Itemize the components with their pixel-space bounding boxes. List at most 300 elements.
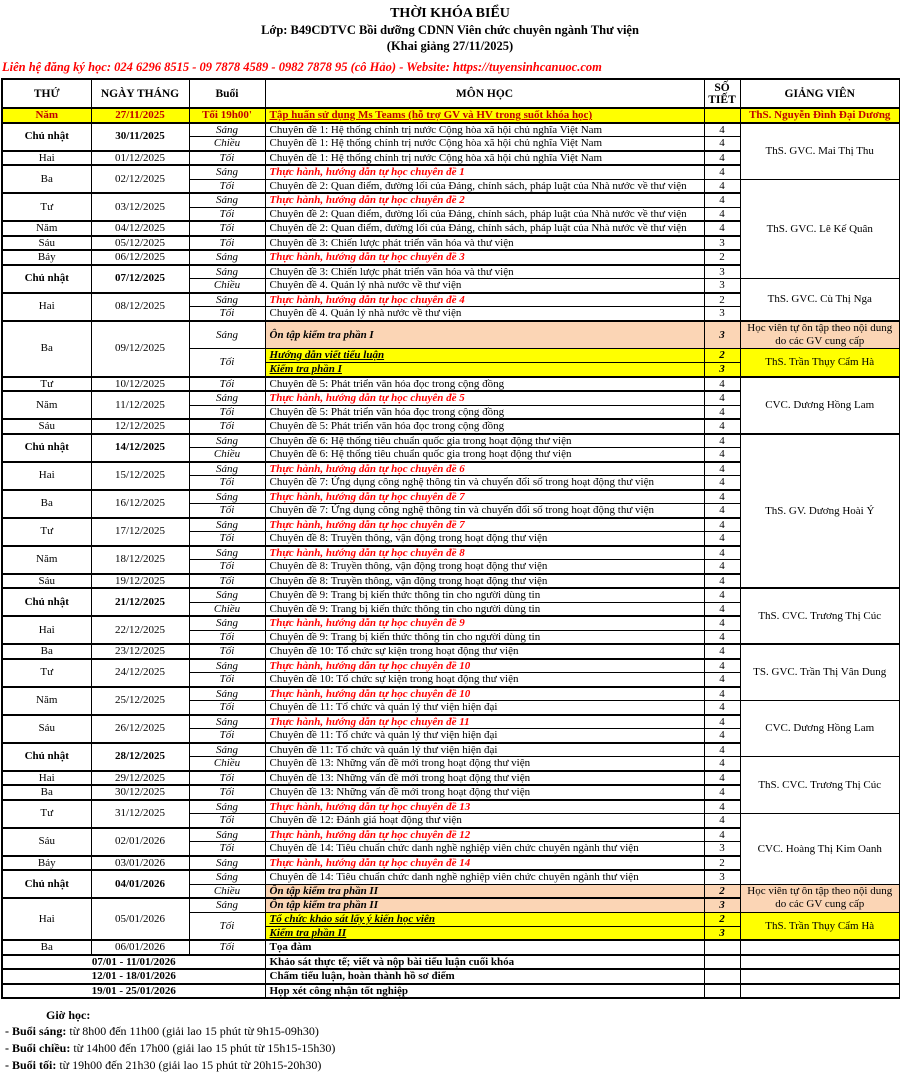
day-cell: Tư: [2, 377, 91, 392]
session-cell: Sáng: [189, 123, 265, 137]
table-row: [2, 969, 900, 984]
date-cell: 29/12/2025: [91, 771, 189, 786]
session-cell: Sáng: [189, 462, 265, 476]
date-cell: 17/12/2025: [91, 518, 189, 546]
opening-line: (Khai giảng 27/11/2025): [386, 39, 514, 53]
session-cell: Tối: [189, 630, 265, 644]
session-cell: Chiều: [189, 884, 265, 898]
periods-cell: 4: [704, 405, 740, 419]
subject-cell: Thực hành, hướng dẫn tự học chuyên đề 11: [265, 715, 704, 729]
subject-cell: Thực hành, hướng dẫn tự học chuyên đề 6: [265, 462, 704, 476]
periods-cell: 3: [704, 236, 740, 251]
periods-cell: 4: [704, 687, 740, 701]
periods-cell: 2: [704, 856, 740, 871]
periods-cell: 4: [704, 701, 740, 715]
date-cell: 30/12/2025: [91, 785, 189, 800]
periods-cell: 4: [704, 377, 740, 392]
session-cell: Chiều: [189, 602, 265, 616]
session-cell: Tối: [189, 236, 265, 251]
day-cell: Ba: [2, 785, 91, 800]
periods-cell: 4: [704, 448, 740, 462]
subject-cell: Chuyên đề 1: Hệ thống chính trị nước Cộng hòa xã hội chủ nghĩa Việt Nam: [265, 151, 704, 166]
session-cell: Tối: [189, 940, 265, 955]
periods-cell: [704, 969, 740, 984]
date-cell: 26/12/2025: [91, 715, 189, 743]
lecturer-cell: ThS. CVC. Trương Thị Cúc: [740, 757, 900, 814]
date-cell: 18/12/2025: [91, 546, 189, 574]
session-cell: Sáng: [189, 434, 265, 448]
date-cell: 04/01/2026: [91, 870, 189, 898]
date-cell: 02/12/2025: [91, 165, 189, 193]
lecturer-cell: ThS. Trần Thụy Cẩm Hà: [740, 912, 900, 940]
lecturer-cell: ThS. GVC. Lê Kế Quân: [740, 179, 900, 279]
session-cell: Sáng: [189, 687, 265, 701]
date-cell: 05/12/2025: [91, 236, 189, 251]
day-cell: Năm: [2, 546, 91, 574]
day-cell: Sáu: [2, 419, 91, 434]
periods-cell: 3: [704, 842, 740, 856]
periods-cell: [704, 108, 740, 123]
table-row: [2, 434, 900, 448]
subject-cell: Thực hành, hướng dẫn tự học chuyên đề 2: [265, 193, 704, 207]
session-cell: Tối: [189, 729, 265, 743]
hour-label: - Buổi tối:: [5, 1058, 57, 1072]
day-cell: Ba: [2, 644, 91, 659]
session-cell: Sáng: [189, 321, 265, 349]
session-cell: Sáng: [189, 715, 265, 729]
day-cell: Sáu: [2, 828, 91, 856]
date-cell: 03/12/2025: [91, 193, 189, 221]
subject-cell: Chuyên đề 11: Tổ chức và quản lý thư viện hiện đại: [265, 729, 704, 743]
day-cell: Ba: [2, 321, 91, 377]
date-cell: 19/01 - 25/01/2026: [2, 984, 265, 999]
day-cell: Hai: [2, 151, 91, 166]
subject-cell: Họp xét công nhận tốt nghiệp: [265, 984, 704, 999]
lecturer-cell: Học viên tự ôn tập theo nội dung do các GV cung cấp: [740, 884, 900, 912]
subject-cell: Thực hành, hướng dẫn tự học chuyên đề 1: [265, 165, 704, 179]
session-cell: Sáng: [189, 870, 265, 884]
subject-cell: Chấm tiểu luận, hoàn thành hồ sơ điểm: [265, 969, 704, 984]
subject-cell: Thực hành, hướng dẫn tự học chuyên đề 3: [265, 250, 704, 265]
lecturer-cell: ThS. GVC. Cù Thị Nga: [740, 279, 900, 321]
table-row: [2, 644, 900, 659]
subject-cell: Chuyên đề 3: Chiến lược phát triển văn hóa và thư viện: [265, 236, 704, 251]
date-cell: 25/12/2025: [91, 687, 189, 715]
session-cell: Tối: [189, 771, 265, 786]
lecturer-cell: ThS. GV. Dương Hoài Ý: [740, 434, 900, 589]
subject-cell: Chuyên đề 8: Truyền thông, vận động trong hoạt động thư viện: [265, 574, 704, 589]
hour-text: từ 8h00 đến 11h00 (giải lao 15 phút từ 9h15-09h30): [66, 1024, 319, 1038]
session-cell: Tối: [189, 419, 265, 434]
subject-cell: Chuyên đề 1: Hệ thống chính trị nước Cộng hòa xã hội chủ nghĩa Việt Nam: [265, 123, 704, 137]
table-row: [2, 123, 900, 137]
day-cell: Hai: [2, 462, 91, 490]
subject-cell: Chuyên đề 2: Quan điểm, đường lối của Đảng, chính sách, pháp luật của Nhà nước về thư viện: [265, 207, 704, 221]
periods-cell: 2: [704, 884, 740, 898]
lecturer-cell: TS. GVC. Trần Thị Vân Dung: [740, 644, 900, 701]
lecturer-cell: [740, 984, 900, 999]
subject-cell: Chuyên đề 13: Những vấn đề mới trong hoạt động thư viện: [265, 785, 704, 800]
schedule-body: [2, 108, 900, 998]
subject-cell: Chuyên đề 3: Chiến lược phát triển văn hóa và thư viện: [265, 265, 704, 279]
subject-cell: Chuyên đề 14: Tiêu chuẩn chức danh nghề nghiệp viên chức chuyên ngành thư viện: [265, 842, 704, 856]
subject-cell: Thực hành, hướng dẫn tự học chuyên đề 7: [265, 490, 704, 504]
session-cell: Chiều: [189, 137, 265, 151]
session-cell: Sáng: [189, 165, 265, 179]
subject-cell: Chuyên đề 2: Quan điểm, đường lối của Đảng, chính sách, pháp luật của Nhà nước về thư viện: [265, 221, 704, 236]
day-cell: Sáu: [2, 236, 91, 251]
periods-cell: 4: [704, 602, 740, 616]
table-row: [2, 321, 900, 349]
date-cell: 12/01 - 18/01/2026: [2, 969, 265, 984]
day-cell: Chủ nhật: [2, 434, 91, 462]
periods-cell: 4: [704, 659, 740, 673]
session-cell: Tối: [189, 814, 265, 828]
hour-line-afternoon: [5, 1040, 900, 1057]
subject-cell: Chuyên đề 12: Đánh giá hoạt động thư viện: [265, 814, 704, 828]
hour-text: từ 14h00 đến 17h00 (giải lao 15 phút từ 15h15-15h30): [70, 1041, 336, 1055]
subject-cell: Chuyên đề 7: Ứng dụng công nghệ thông tin và chuyển đổi số trong hoạt động thư viện: [265, 504, 704, 518]
session-cell: Sáng: [189, 293, 265, 307]
periods-cell: 4: [704, 828, 740, 842]
periods-cell: 4: [704, 462, 740, 476]
subject-cell: Chuyên đề 11: Tổ chức và quản lý thư viện hiện đại: [265, 701, 704, 715]
table-row: [2, 955, 900, 970]
periods-cell: 4: [704, 434, 740, 448]
periods-cell: 3: [704, 926, 740, 940]
session-cell: Chiều: [189, 757, 265, 771]
subject-cell: Thực hành, hướng dẫn tự học chuyên đề 9: [265, 616, 704, 630]
subject-cell: Chuyên đề 14: Tiêu chuẩn chức danh nghề nghiệp viên chức chuyên ngành thư viện: [265, 870, 704, 884]
periods-cell: 4: [704, 137, 740, 151]
hours-section: [0, 1007, 900, 1074]
day-cell: Chủ nhật: [2, 870, 91, 898]
session-cell: Tối: [189, 532, 265, 546]
date-cell: 05/01/2026: [91, 898, 189, 940]
subject-cell: Khảo sát thực tế; viết và nộp bài tiểu luận cuối khóa: [265, 955, 704, 970]
hour-label: - Buổi chiều:: [5, 1041, 71, 1055]
date-cell: 06/01/2026: [91, 940, 189, 955]
session-cell: Sáng: [189, 588, 265, 602]
date-cell: 31/12/2025: [91, 800, 189, 828]
periods-cell: 3: [704, 265, 740, 279]
periods-cell: 4: [704, 729, 740, 743]
date-cell: 08/12/2025: [91, 293, 189, 321]
day-cell: Tư: [2, 193, 91, 221]
subject-cell: Ôn tập kiểm tra phần II: [265, 898, 704, 912]
session-cell: Tối: [189, 560, 265, 574]
session-cell: Tối: [189, 504, 265, 518]
periods-cell: 4: [704, 743, 740, 757]
periods-cell: 4: [704, 532, 740, 546]
day-cell: Ba: [2, 940, 91, 955]
subject-cell: Chuyên đề 4. Quản lý nhà nước về thư viện: [265, 279, 704, 293]
session-cell: Tối: [189, 476, 265, 490]
session-cell: Tối: [189, 842, 265, 856]
periods-cell: [704, 955, 740, 970]
periods-cell: 4: [704, 123, 740, 137]
day-cell: Tư: [2, 518, 91, 546]
table-row: [2, 108, 900, 123]
periods-cell: 4: [704, 630, 740, 644]
subject-cell: Kiểm tra phần I: [265, 363, 704, 377]
session-cell: Sáng: [189, 518, 265, 532]
session-cell: Sáng: [189, 250, 265, 265]
subject-cell: Chuyên đề 5: Phát triển văn hóa đọc trong cộng đồng: [265, 419, 704, 434]
session-cell: Tối: [189, 701, 265, 715]
session-cell: Sáng: [189, 265, 265, 279]
session-cell: Tối 19h00': [189, 108, 265, 123]
day-cell: Năm: [2, 221, 91, 236]
session-cell: Tối: [189, 785, 265, 800]
lecturer-cell: ThS. Nguyễn Đình Đại Dương: [740, 108, 900, 123]
subject-cell: Chuyên đề 5: Phát triển văn hóa đọc trong cộng đồng: [265, 405, 704, 419]
subject-cell: Thực hành, hướng dẫn tự học chuyên đề 4: [265, 293, 704, 307]
session-cell: Sáng: [189, 490, 265, 504]
periods-cell: 4: [704, 785, 740, 800]
periods-cell: 4: [704, 588, 740, 602]
date-cell: 22/12/2025: [91, 616, 189, 644]
hours-title: Giờ học:: [46, 1008, 91, 1022]
subject-cell: Thực hành, hướng dẫn tự học chuyên đề 10: [265, 659, 704, 673]
periods-cell: 3: [704, 898, 740, 912]
subject-cell: Chuyên đề 10: Tổ chức sự kiện trong hoạt động thư viện: [265, 644, 704, 659]
subject-cell: Chuyên đề 9: Trang bị kiến thức thông tin cho người dùng tin: [265, 588, 704, 602]
session-cell: Tối: [189, 207, 265, 221]
day-cell: Sáu: [2, 715, 91, 743]
periods-cell: [704, 940, 740, 955]
date-cell: 10/12/2025: [91, 377, 189, 392]
date-cell: 16/12/2025: [91, 490, 189, 518]
session-cell: Tối: [189, 405, 265, 419]
date-cell: 09/12/2025: [91, 321, 189, 377]
subject-cell: Chuyên đề 9: Trang bị kiến thức thông tin cho người dùng tin: [265, 630, 704, 644]
session-cell: Tối: [189, 349, 265, 377]
date-cell: 24/12/2025: [91, 659, 189, 687]
lecturer-cell: CVC. Dương Hồng Lam: [740, 377, 900, 434]
subject-cell: Tọa đàm: [265, 940, 704, 955]
periods-cell: 4: [704, 644, 740, 659]
periods-cell: 4: [704, 560, 740, 574]
subject-cell: Chuyên đề 13: Những vấn đề mới trong hoạt động thư viện: [265, 771, 704, 786]
session-cell: Tối: [189, 377, 265, 392]
day-cell: Năm: [2, 391, 91, 419]
periods-cell: 4: [704, 673, 740, 687]
column-header-subject: MÔN HỌC: [265, 79, 704, 108]
session-cell: Tối: [189, 673, 265, 687]
periods-cell: 2: [704, 250, 740, 265]
day-cell: Năm: [2, 108, 91, 123]
subject-cell: Chuyên đề 7: Ứng dụng công nghệ thông tin và chuyển đổi số trong hoạt động thư viện: [265, 476, 704, 490]
periods-cell: 4: [704, 179, 740, 193]
lecturer-cell: [740, 969, 900, 984]
session-cell: Sáng: [189, 898, 265, 912]
subject-cell: Chuyên đề 8: Truyền thông, vận động trong hoạt động thư viện: [265, 560, 704, 574]
date-cell: 14/12/2025: [91, 434, 189, 462]
session-cell: Sáng: [189, 193, 265, 207]
subject-cell: Thực hành, hướng dẫn tự học chuyên đề 14: [265, 856, 704, 871]
periods-cell: 4: [704, 151, 740, 166]
periods-cell: 4: [704, 490, 740, 504]
day-cell: Hai: [2, 616, 91, 644]
date-cell: 07/01 - 11/01/2026: [2, 955, 265, 970]
session-cell: Tối: [189, 912, 265, 940]
subject-cell: Chuyên đề 1: Hệ thống chính trị nước Cộng hòa xã hội chủ nghĩa Việt Nam: [265, 137, 704, 151]
day-cell: Tư: [2, 659, 91, 687]
day-cell: Hai: [2, 293, 91, 321]
date-cell: 23/12/2025: [91, 644, 189, 659]
day-cell: Tư: [2, 800, 91, 828]
session-cell: Sáng: [189, 391, 265, 405]
session-cell: Chiều: [189, 279, 265, 293]
header-row: [2, 79, 900, 108]
day-cell: Sáu: [2, 574, 91, 589]
date-cell: 19/12/2025: [91, 574, 189, 589]
subject-cell: Thực hành, hướng dẫn tự học chuyên đề 7: [265, 518, 704, 532]
periods-cell: 3: [704, 279, 740, 293]
subject-cell: Thực hành, hướng dẫn tự học chuyên đề 12: [265, 828, 704, 842]
class-line: Lớp: B49CDTVC Bồi dưỡng CDNN Viên chức chuyên ngành Thư viện: [261, 23, 639, 37]
lecturer-cell: ThS. Trần Thụy Cẩm Hà: [740, 349, 900, 377]
date-cell: 11/12/2025: [91, 391, 189, 419]
date-cell: 12/12/2025: [91, 419, 189, 434]
day-cell: Hai: [2, 771, 91, 786]
hour-text: từ 19h00 đến 21h30 (giải lao 15 phút từ 20h15-20h30): [56, 1058, 322, 1072]
session-cell: Sáng: [189, 659, 265, 673]
day-cell: Chủ nhật: [2, 265, 91, 293]
lecturer-cell: CVC. Hoàng Thị Kim Oanh: [740, 814, 900, 885]
periods-cell: 4: [704, 221, 740, 236]
subject-cell: Chuyên đề 10: Tổ chức sự kiện trong hoạt động thư viện: [265, 673, 704, 687]
periods-cell: 4: [704, 616, 740, 630]
subject-cell: Ôn tập kiểm tra phần I: [265, 321, 704, 349]
periods-cell: 3: [704, 870, 740, 884]
column-header-session: Buổi: [189, 79, 265, 108]
session-cell: Sáng: [189, 743, 265, 757]
date-cell: 28/12/2025: [91, 743, 189, 771]
session-cell: Sáng: [189, 856, 265, 871]
session-cell: Tối: [189, 151, 265, 166]
session-cell: Sáng: [189, 800, 265, 814]
session-cell: Chiều: [189, 448, 265, 462]
table-row: [2, 377, 900, 392]
subject-cell: Chuyên đề 11: Tổ chức và quản lý thư viện hiện đại: [265, 743, 704, 757]
session-cell: Tối: [189, 574, 265, 589]
lecturer-cell: ThS. GVC. Mai Thị Thu: [740, 123, 900, 180]
subject-cell: Ôn tập kiểm tra phần II: [265, 884, 704, 898]
subject-cell: Chuyên đề 4. Quản lý nhà nước về thư viện: [265, 307, 704, 321]
periods-cell: 4: [704, 771, 740, 786]
hour-line-evening: [5, 1057, 900, 1074]
table-row: [2, 588, 900, 602]
session-cell: Tối: [189, 221, 265, 236]
subject-cell: Chuyên đề 9: Trang bị kiến thức thông tin cho người dùng tin: [265, 602, 704, 616]
lecturer-cell: [740, 955, 900, 970]
hour-label: - Buổi sáng:: [5, 1024, 67, 1038]
date-cell: 21/12/2025: [91, 588, 189, 616]
subject-cell: Chuyên đề 6: Hệ thống tiêu chuẩn quốc gia trong hoạt động thư viện: [265, 434, 704, 448]
periods-cell: 4: [704, 207, 740, 221]
periods-cell: [704, 984, 740, 999]
day-cell: Ba: [2, 165, 91, 193]
subject-cell: Thực hành, hướng dẫn tự học chuyên đề 8: [265, 546, 704, 560]
subject-cell: Chuyên đề 13: Những vấn đề mới trong hoạt động thư viện: [265, 757, 704, 771]
day-cell: Năm: [2, 687, 91, 715]
session-cell: Sáng: [189, 546, 265, 560]
hour-line-morning: [5, 1023, 900, 1040]
day-cell: Bảy: [2, 250, 91, 265]
subject-cell: Thực hành, hướng dẫn tự học chuyên đề 13: [265, 800, 704, 814]
subject-cell: Tập huấn sử dụng Ms Teams (hỗ trợ GV và HV trong suốt khóa học): [265, 108, 704, 123]
session-cell: Tối: [189, 179, 265, 193]
day-cell: Bảy: [2, 856, 91, 871]
periods-cell: 2: [704, 912, 740, 926]
periods-cell: 4: [704, 193, 740, 207]
day-cell: Chủ nhật: [2, 588, 91, 616]
session-cell: Sáng: [189, 616, 265, 630]
periods-cell: 3: [704, 307, 740, 321]
table-row: [2, 984, 900, 999]
date-cell: 02/01/2026: [91, 828, 189, 856]
subject-cell: Thực hành, hướng dẫn tự học chuyên đề 10: [265, 687, 704, 701]
day-cell: Hai: [2, 898, 91, 940]
periods-cell: 4: [704, 518, 740, 532]
periods-cell: 4: [704, 757, 740, 771]
subject-cell: Chuyên đề 8: Truyền thông, vận động trong hoạt động thư viện: [265, 532, 704, 546]
subject-cell: Chuyên đề 5: Phát triển văn hóa đọc trong cộng đồng: [265, 377, 704, 392]
column-header-periods: SỐ TIẾT: [704, 79, 740, 108]
date-cell: 06/12/2025: [91, 250, 189, 265]
periods-cell: 4: [704, 574, 740, 589]
session-cell: Tối: [189, 307, 265, 321]
column-header-day: THỨ: [2, 79, 91, 108]
session-cell: Sáng: [189, 828, 265, 842]
subject-cell: Chuyên đề 6: Hệ thống tiêu chuẩn quốc gia trong hoạt động thư viện: [265, 448, 704, 462]
subject-cell: Hướng dẫn viết tiểu luận: [265, 349, 704, 363]
subject-cell: Tổ chức khảo sát lấy ý kiến học viên: [265, 912, 704, 926]
periods-cell: 2: [704, 349, 740, 363]
date-cell: 03/01/2026: [91, 856, 189, 871]
periods-cell: 4: [704, 476, 740, 490]
periods-cell: 2: [704, 293, 740, 307]
contact-line: Liên hệ đăng ký học: 024 6296 8515 - 09 7878 4589 - 0982 7878 95 (cô Hảo) - Website: https://tuyensinhcanuoc.com: [2, 60, 602, 74]
session-cell: Tối: [189, 644, 265, 659]
day-cell: Chủ nhật: [2, 123, 91, 151]
lecturer-cell: Học viên tự ôn tập theo nội dung do các GV cung cấp: [740, 321, 900, 349]
date-cell: 01/12/2025: [91, 151, 189, 166]
periods-cell: 4: [704, 504, 740, 518]
table-row: [2, 940, 900, 955]
periods-cell: 4: [704, 419, 740, 434]
page-title: THỜI KHÓA BIỂU: [390, 6, 510, 21]
column-header-date: NGÀY THÁNG: [91, 79, 189, 108]
date-cell: 15/12/2025: [91, 462, 189, 490]
date-cell: 30/11/2025: [91, 123, 189, 151]
date-cell: 07/12/2025: [91, 265, 189, 293]
day-cell: Chủ nhật: [2, 743, 91, 771]
periods-cell: 4: [704, 546, 740, 560]
subject-cell: Thực hành, hướng dẫn tự học chuyên đề 5: [265, 391, 704, 405]
subject-cell: Kiểm tra phần II: [265, 926, 704, 940]
schedule-table: [1, 78, 900, 999]
periods-cell: 3: [704, 363, 740, 377]
lecturer-cell: ThS. CVC. Trương Thị Cúc: [740, 588, 900, 644]
lecturer-cell: [740, 940, 900, 955]
subject-cell: Chuyên đề 2: Quan điểm, đường lối của Đảng, chính sách, pháp luật của Nhà nước về thư viện: [265, 179, 704, 193]
periods-cell: 3: [704, 321, 740, 349]
date-cell: 04/12/2025: [91, 221, 189, 236]
day-cell: Ba: [2, 490, 91, 518]
